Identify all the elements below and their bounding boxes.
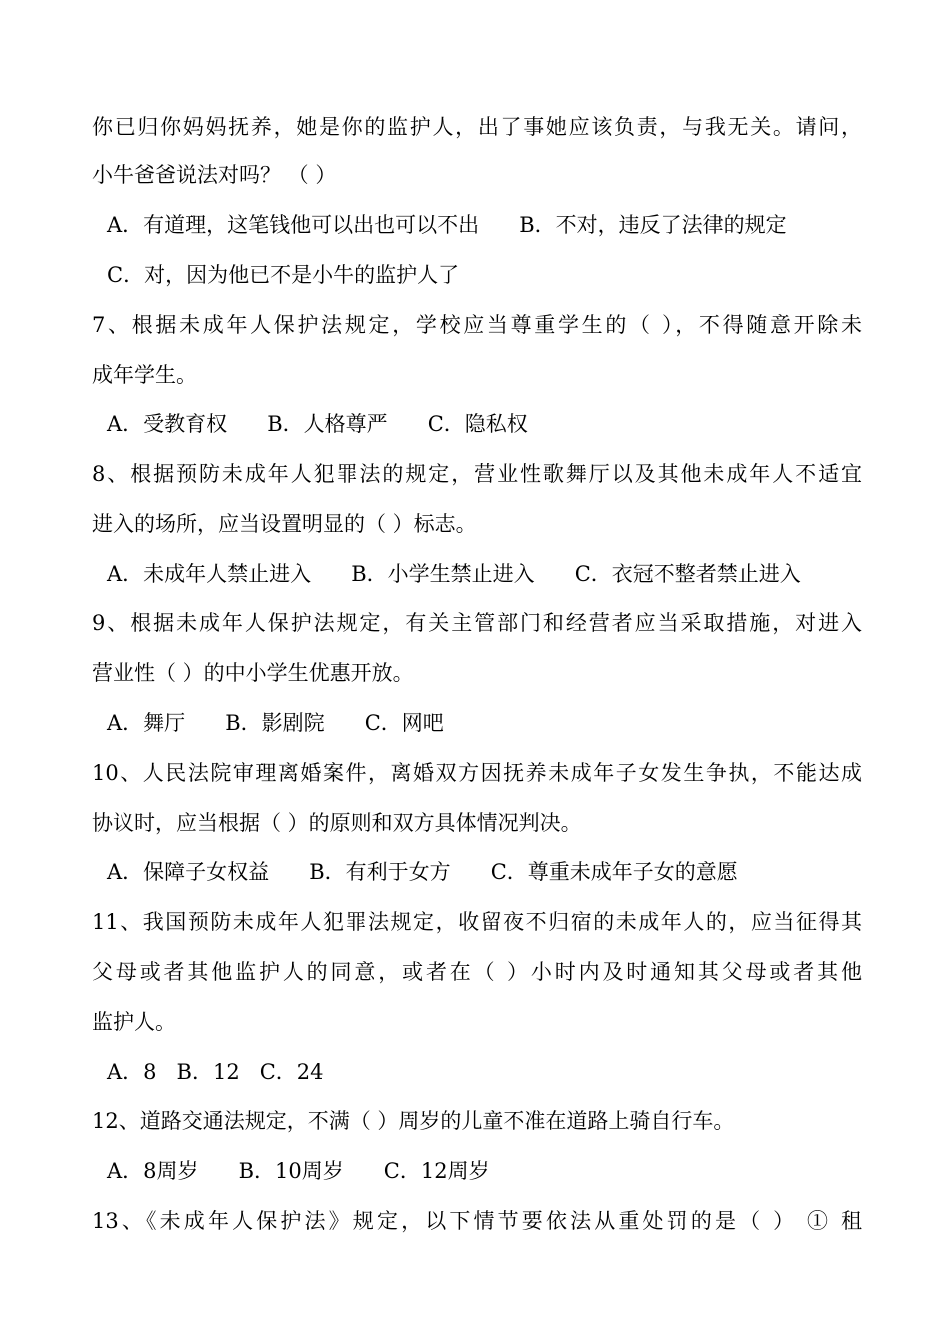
q10-text-line-2: 协议时，应当根据（ ）的原则和双方具体情况判决。: [92, 811, 582, 835]
q11-text-line-2: 父母或者其他监护人的同意，或者在（ ）小时内及时通知其父母或者其他: [92, 960, 862, 984]
q6-options-line-2: C．对，因为他已不是小牛的监护人了: [107, 263, 460, 287]
q9-text-line-2: 营业性（ ）的中小学生优惠开放。: [92, 661, 414, 685]
q11-text-line-1: 11、我国预防未成年人犯罪法规定，收留夜不归宿的未成年人的，应当征得其: [92, 910, 862, 934]
q9-options: A．舞厅 B．影剧院 C．网吧: [107, 711, 444, 735]
q11-options: A．8 B．12 C．24: [107, 1060, 324, 1084]
q12-text-line-1: 12、道路交通法规定，不满（ ）周岁的儿童不准在道路上骑自行车。: [92, 1109, 735, 1133]
q9-text-line-1: 9、根据未成年人保护法规定，有关主管部门和经营者应当采取措施，对进入: [92, 611, 862, 635]
q8-text-line-1: 8、根据预防未成年人犯罪法的规定，营业性歌舞厅以及其他未成年人不适宜: [92, 462, 862, 486]
q6-text-line-1: 你已归你妈妈抚养，她是你的监护人，出了事她应该负责，与我无关。请问，: [92, 115, 862, 139]
q11-text-line-3: 监护人。: [92, 1010, 176, 1034]
q12-options: A．8周岁 B．10周岁 C．12周岁: [107, 1159, 490, 1183]
q7-options: A．受教育权 B．人格尊严 C．隐私权: [107, 412, 528, 436]
q7-text-line-2: 成年学生。: [92, 363, 197, 387]
q13-text-line-1: 13、《未成年人保护法》规定，以下情节要依法从重处罚的是（ ） ① 租: [92, 1209, 862, 1233]
q7-text-line-1: 7、根据未成年人保护法规定，学校应当尊重学生的（ ），不得随意开除未: [92, 313, 862, 337]
q6-options-line-1: A．有道理，这笔钱他可以出也可以不出 B．不对，违反了法律的规定: [107, 213, 787, 237]
q10-text-line-1: 10、人民法院审理离婚案件，离婚双方因抚养未成年子女发生争执，不能达成: [92, 761, 862, 785]
q8-text-line-2: 进入的场所，应当设置明显的（ ）标志。: [92, 512, 477, 536]
q10-options: A．保障子女权益 B．有利于女方 C．尊重未成年子女的意愿: [107, 860, 738, 884]
q6-text-line-2: 小牛爸爸说法对吗？ （ ）: [92, 163, 337, 187]
q8-options: A．未成年人禁止进入 B．小学生禁止进入 C．衣冠不整者禁止进入: [107, 562, 801, 586]
